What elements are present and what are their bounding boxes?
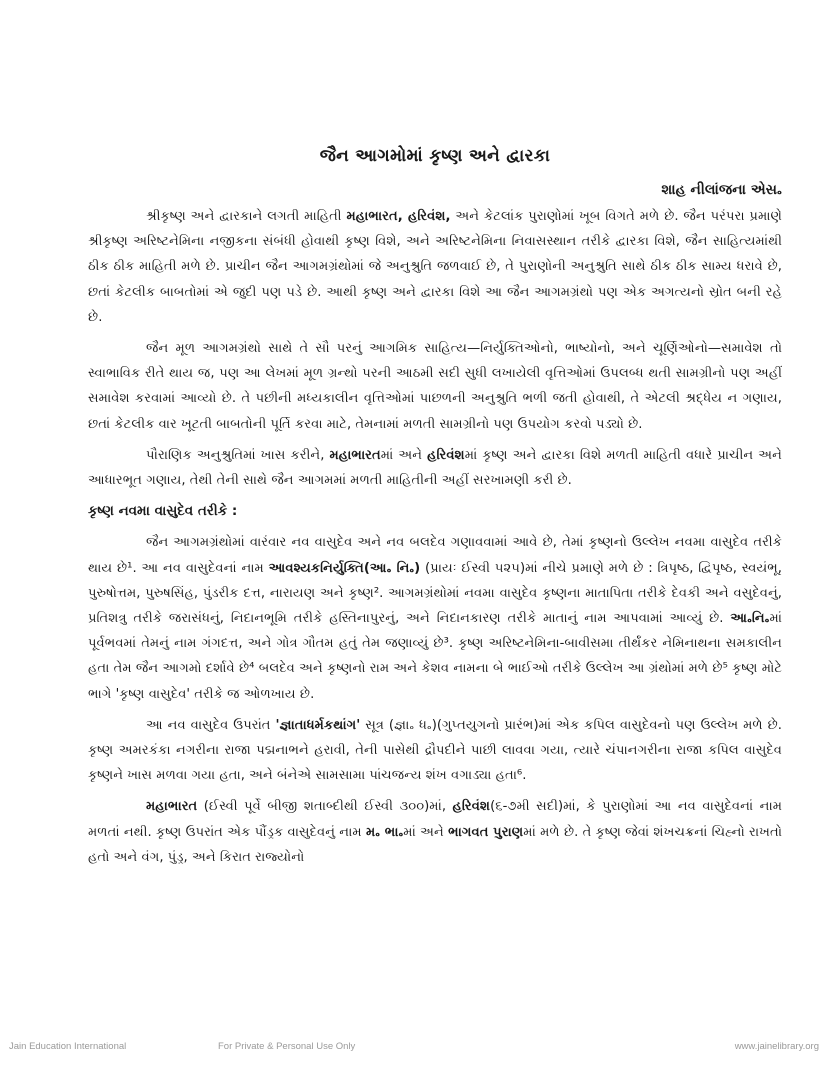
bold-term: 'જ્ઞાતાધર્મકથાંગ' (275, 717, 361, 733)
text-run: પૌરાણિક અનુશ્રુતિમાં ખાસ કરીને, (146, 447, 330, 463)
footer-publisher: Jain Education International (9, 1041, 127, 1052)
bold-term: ભાગવત પુરાણ (448, 824, 524, 840)
text-run: માં મળે છે. તે કૃષ્ણ જેવાં શંખચક્રનાં ચિહ્નો રાખતો હતો અને વંગ, પુંડ્ર, અને કિરાત રાજ્યોનો (88, 824, 782, 865)
footer-website-link[interactable]: www.jainelibrary.org (734, 1041, 819, 1052)
paragraph (88, 204, 782, 330)
paragraph (88, 530, 782, 706)
paragraph (88, 794, 782, 870)
text-run: (ઈસ્વી પૂર્વે બીજી શતાબ્દીથી ઈસ્વી ૩૦૦)માં, (197, 799, 453, 815)
text-run: સૂત્ર (જ્ઞા૰ ધ૰)(ગુપ્તયુગનો પ્રારંભ)માં એક કપિલ વાસુદેવનો પણ ઉલ્લેખ મળે છે. કૃષ્ણ અમરકંકા નગરીના રાજા પદ્મનાભને હરાવી, તેની પાસેથી દ્રૌપદીને પાછી લાવવા ગયા, ત્યારે ચંપાનગરીના રાજા કપિલ વાસુદેવ કૃષ્ણને ખાસ મળવા ગયા હતા, અને બંનેએ સામસામા પાંચજન્ય શંખ વગાડ્યા હતા⁶. (88, 717, 782, 784)
bold-term: હરિવંશ (427, 447, 465, 463)
text-run: શ્રીકૃષ્ણ અને દ્વારકાને લગતી માહિતી (146, 209, 347, 224)
bold-term: મ૰ ભા૰ (365, 824, 404, 840)
text-run: જૈન આગમગ્રંથોમાં વારંવાર નવ વાસુદેવ અને નવ બલદેવ ગણાવવામાં આવે છે, તેમાં કૃષ્ણનો ઉલ્લેખ નવમા વાસુદેવ તરીકે થાય છે¹. આ નવ વાસુદેવનાં નામ (88, 535, 782, 576)
footer-usage-note: For Private & Personal Use Only (218, 1041, 356, 1052)
text-run: (પ્રાયઃ ઈસ્વી ૫૨૫)માં નીચે પ્રમાણે મળે છે : ત્રિપૃષ્ઠ, દ્વિપૃષ્ઠ, સ્વયંભૂ, પુરુષોત્તમ, પુરુષસિંહ, પુંડરીક દત્ત, નારાયણ અને કૃષ્ણ². આગમગ્રંથોમાં નવમા વાસુદેવ કૃષ્ણના માતાપિતા તરીકે દેવકી અને વસુદેવનું, પ્રતિશત્રુ તરીકે જરાસંધનું, નિદાનભૂમિ તરીકે હસ્તિનાપુરનું, અને નિદાનકારણ તરીકે માતાનું નામ આપવામાં આવ્યું છે. (88, 560, 782, 627)
text-run: માં અને (380, 447, 428, 463)
paragraph (88, 443, 782, 493)
text-run: માં પૂર્વભવમાં તેમનું નામ ગંગદત્ત, અને ગોત્ર ગૌતમ હતું તેમ જણાવ્યું છે³. કૃષ્ણ અરિષ્ટનેમિના-બાવીસમા તીર્થંકર નેમિનાથના સમકાલીન હતા તેમ જૈન આગમો દર્શાવે છે⁴ બલદેવ અને કૃષ્ણનો રામ અને કેશવ નામના બે ભાઈઓ તરીકે ઉલ્લેખ આ ગ્રંથોમાં મળે છે⁵ કૃષ્ણ મોટે ભાગે 'કૃષ્ણ વાસુદેવ' તરીકે જ ઓળખાય છે. (88, 611, 782, 702)
text-run: જૈન મૂળ આગમગ્રંથો સાથે તે સૌ પરનું આગમિક સાહિત્ય—નિર્યુક્તિઓનો, ભાષ્યોનો, અને ચૂર્ણિઓનો—સમાવેશ તો સ્વાભાવિક રીતે થાય જ, પણ આ લેખમાં મૂળ ગ્રન્થો પરની આઠમી સદી સુધી લખાયેલી વૃત્તિઓમાં ઉપલબ્ધ થતી સામગ્રીનો પણ અહીં સમાવેશ કરવામાં આવ્યો છે. તે પછીની મધ્યકાલીન વૃત્તિઓમાં પાછળની અનુશ્રુતિ ભળી જતી હોવાથી, તે એટલી શ્રદ્ધેય ન ગણાય, છતાં કેટલીક વાર ખૂટતી બાબતોની પૂર્તિ કરવા માટે, તેમનામાં મળતી સામગ્રીનો પણ ઉપયોગ કરવો પડ્યો છે. (88, 341, 782, 432)
article-body (88, 204, 782, 876)
text-run: માં કૃષ્ણ અને દ્વારકા વિશે મળતી માહિતી વધારે પ્રાચીન અને આધારભૂત ગણાય, તેથી તેની સાથે જૈન આગમમાં મળતી માહિતીની અહીં સરખામણી કરી છે. (88, 447, 782, 489)
text-run: (૬-૭મી સદી)માં, કે પુરાણોમાં આ નવ વાસુદેવનાં નામ મળતાં નથી. કૃષ્ણ ઉપરાંત એક પૌંડ્રક વાસુદેવનું નામ (88, 799, 783, 840)
bold-term: આ૰નિ૰ (730, 611, 770, 627)
text-run: માં અને (403, 824, 449, 840)
bold-term: હરિવંશ (452, 799, 491, 815)
text-run: આ નવ વાસુદેવ ઉપરાંત (146, 717, 276, 733)
bold-term: મહાભારત (329, 447, 381, 463)
bold-term: મહાભારત (146, 799, 198, 815)
page-footer (0, 1041, 828, 1057)
article-author: શાહ નીલાંજના એસ૰ (661, 182, 782, 198)
bold-term: આવશ્યકનિર્યુક્તિ(આ૰ નિ૰) (268, 560, 421, 576)
paragraph (88, 713, 782, 789)
bold-term: મહાભારત, હરિવંશ, (346, 209, 451, 224)
paragraph (88, 336, 782, 437)
section-heading: કૃષ્ણ નવમા વાસુદેવ તરીકે : (88, 503, 238, 520)
article-title: જૈન આગમોમાં કૃષ્ણ અને દ્વારકા (319, 146, 551, 166)
text-run: અને કેટલાંક પુરાણોમાં ખૂબ વિગતે મળે છે. જૈન પરંપરા પ્રમાણે શ્રીકૃષ્ણ અરિષ્ટનેમિના નજીકના સંબંધી હોવાથી કૃષ્ણ વિશે, અને અરિષ્ટનેમિના નિવાસસ્થાન તરીકે દ્વારકા વિશે, જૈન સાહિત્યમાંથી ઠીક ઠીક માહિતી મળે છે. પ્રાચીન જૈન આગમગ્રંથોમાં જે અનુશ્રુતિ જળવાઈ છે, તે પુરાણોની અનુશ્રુતિ સાથે ઠીક ઠીક સામ્ય ધરાવે છે, છતાં કેટલીક બાબતોમાં એ જુદી પણ પડે છે. આથી કૃષ્ણ અને દ્વારકા વિશે આ જૈન આગમગ્રંથો પણ એક અગત્યનો સ્રોત બની રહે છે. (88, 209, 783, 325)
